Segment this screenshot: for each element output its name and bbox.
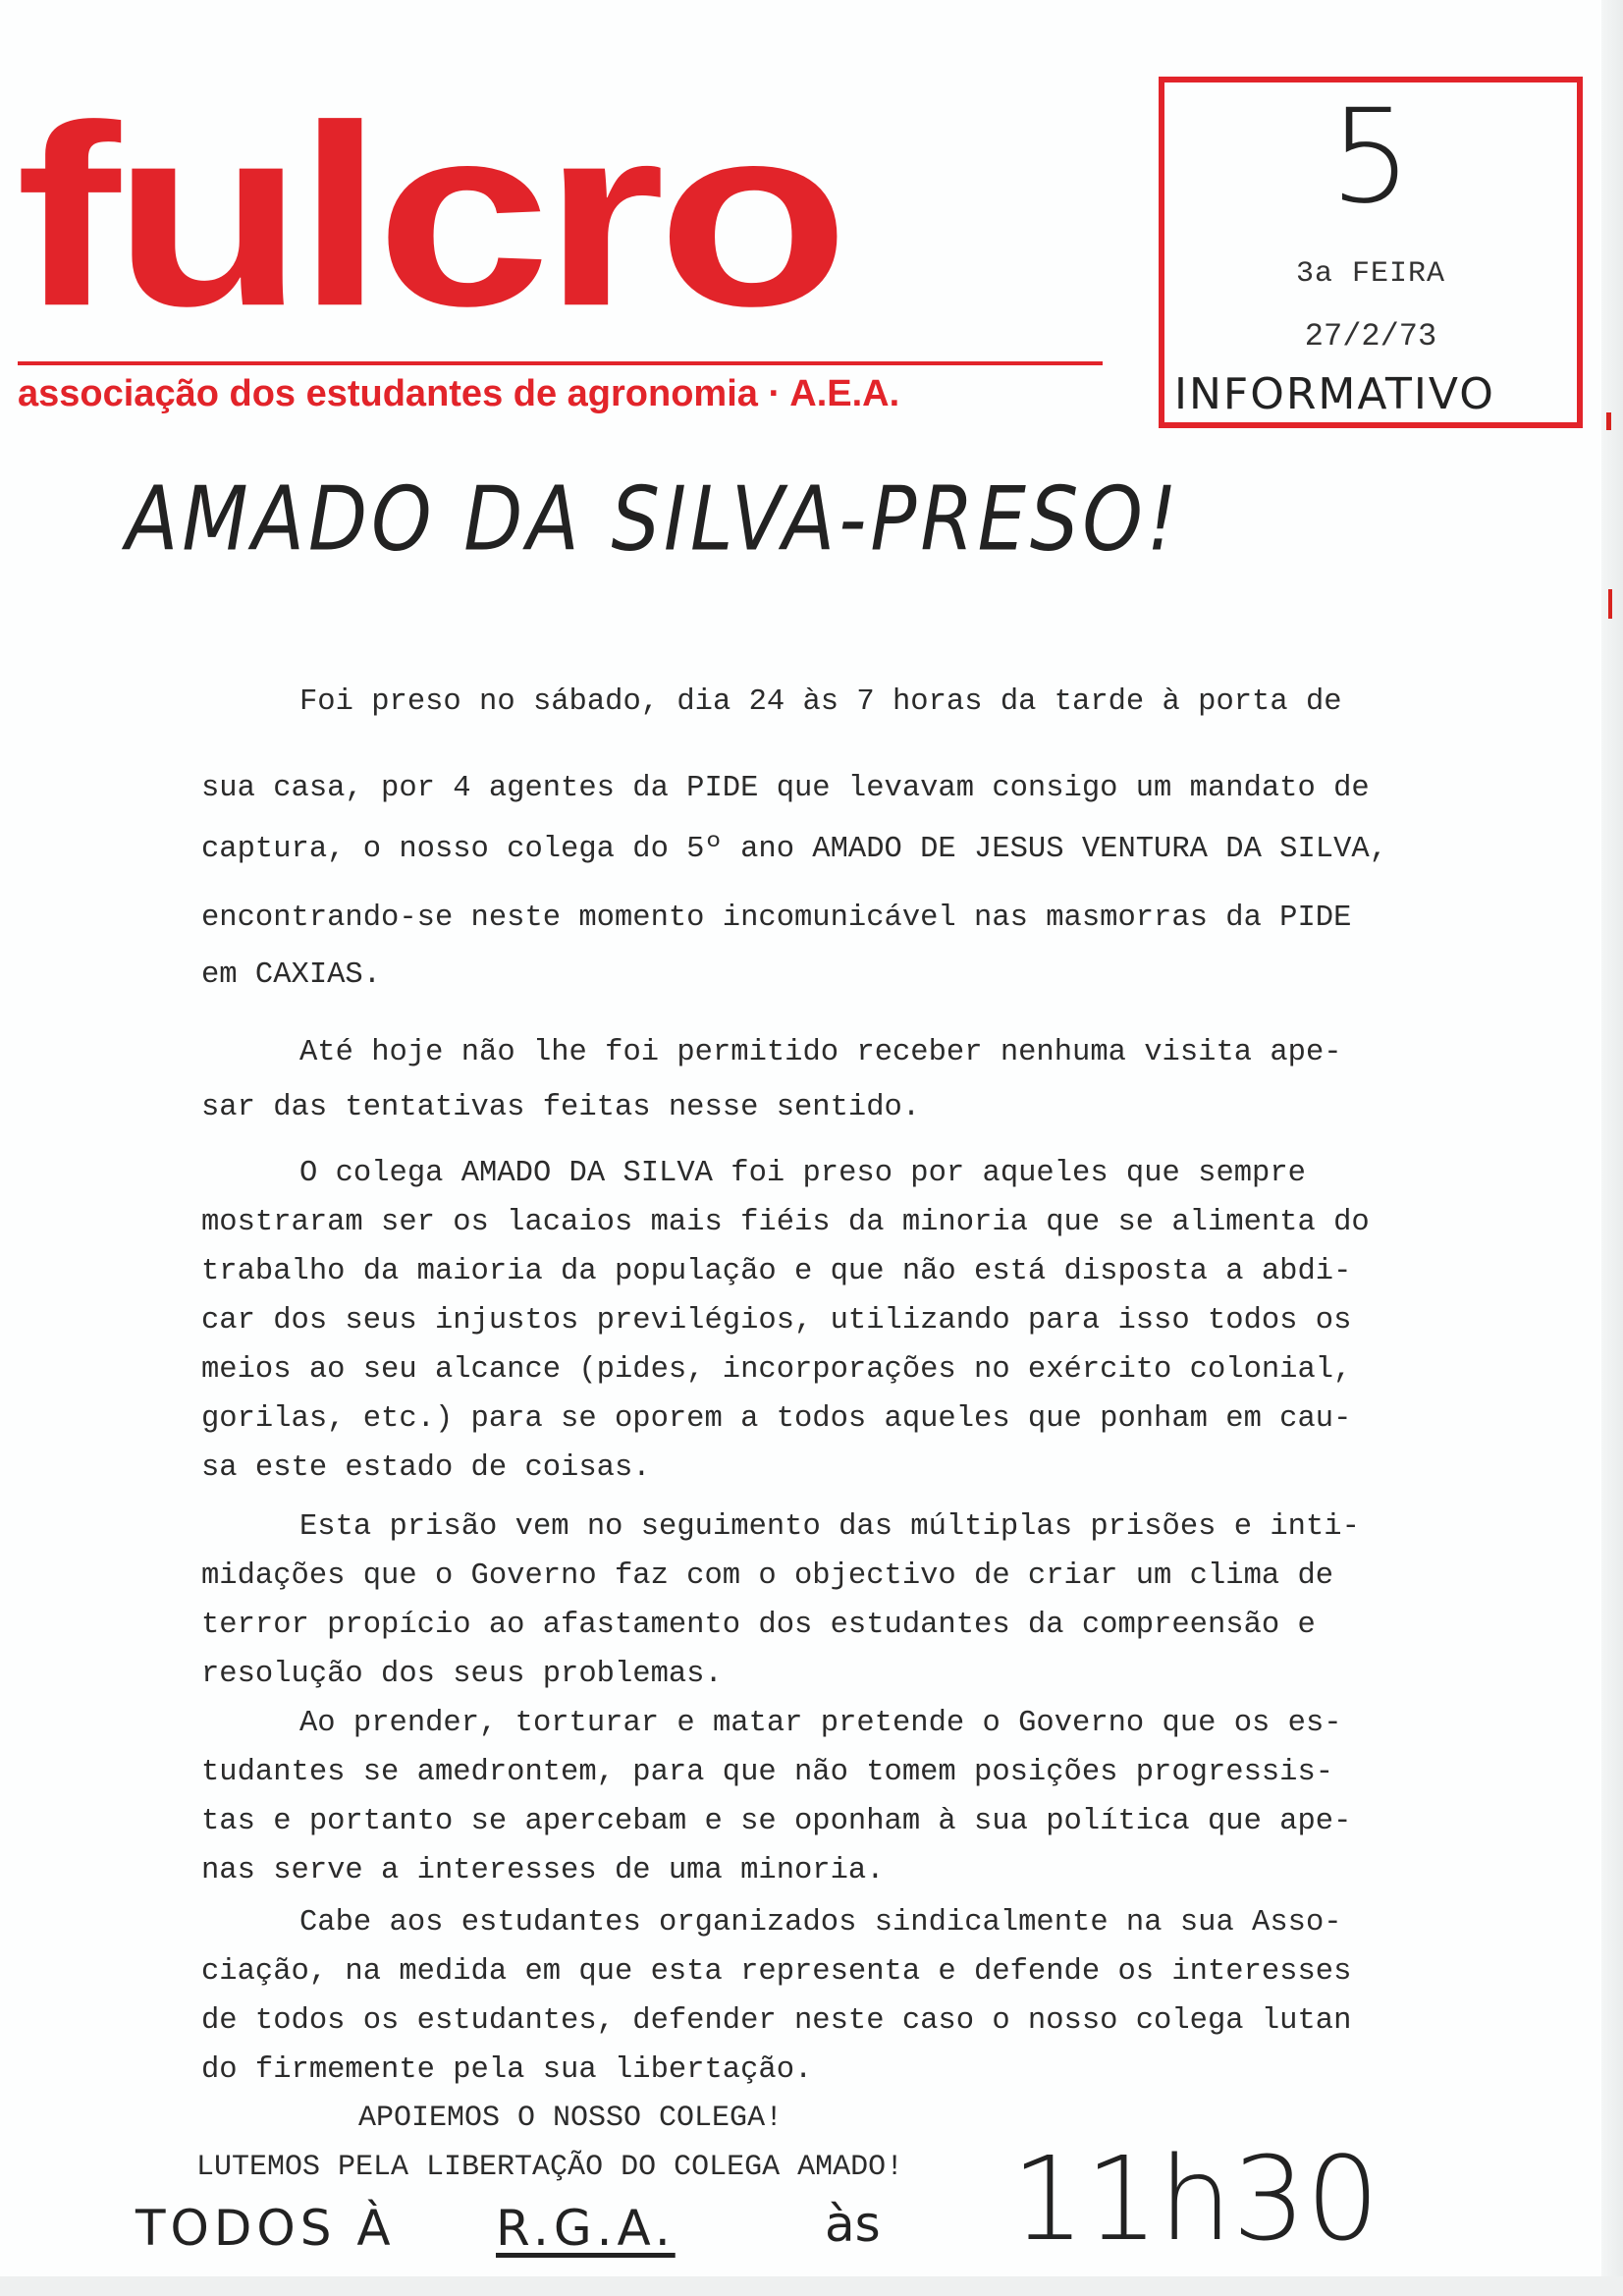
body-line: tudantes se amedrontem, para que não tomem posições progressis-: [201, 1756, 1334, 1789]
headline: AMADO DA SILVA-PRESO!: [126, 469, 1182, 572]
footer-as: às: [825, 2196, 881, 2253]
body-line: em CAXIAS.: [201, 958, 382, 992]
body-line: captura, o nosso colega do 5º ano AMADO DE JESUS VENTURA DA SILVA,: [201, 833, 1387, 866]
body-line: mostraram ser os lacaios mais fiéis da minoria que se alimenta do: [201, 1206, 1370, 1239]
body-line: midações que o Governo faz com o objectivo de criar um clima de: [201, 1559, 1334, 1593]
body-line: nas serve a interesses de uma minoria.: [201, 1854, 885, 1887]
issue-date: 27/2/73: [1304, 318, 1437, 355]
body-line: sa este estado de coisas.: [201, 1451, 651, 1485]
footer-call-to-action: TODOS À: [135, 2200, 396, 2257]
body-line: meios ao seu alcance (pides, incorporações no exército colonial,: [201, 1353, 1352, 1387]
issue-number: 5: [1329, 82, 1412, 233]
body-line: encontrando-se neste momento incomunicável nas masmorras da PIDE: [201, 902, 1352, 935]
body-line: Foi preso no sábado, dia 24 às 7 horas da tarde à porta de: [299, 685, 1342, 719]
issue-type: INFORMATIVO: [1174, 369, 1495, 419]
body-line: terror propício ao afastamento dos estudantes da compreensão e: [201, 1609, 1316, 1642]
body-line: Cabe aos estudantes organizados sindicalmente na sua Asso-: [299, 1906, 1342, 1940]
ink-speck: [1606, 412, 1611, 430]
masthead-subtitle: associação dos estudantes de agronomia · A.E.A.: [18, 373, 900, 414]
body-line: trabalho da maioria da população e que não está disposta a abdi-: [201, 1255, 1352, 1288]
body-line: do firmemente pela sua libertação.: [201, 2053, 813, 2087]
closing-slogan-2: LUTEMOS PELA LIBERTAÇÃO DO COLEGA AMADO!: [196, 2151, 904, 2184]
body-line: sar das tentativas feitas nesse sentido.: [201, 1091, 921, 1124]
ink-speck: [1608, 589, 1612, 619]
body-line: car dos seus injustos previlégios, utilizando para isso todos os: [201, 1304, 1352, 1338]
footer-rga: R.G.A.: [496, 2200, 676, 2257]
body-line: gorilas, etc.) para se oporem a todos aqueles que ponham em cau-: [201, 1402, 1352, 1436]
page-edge-shadow: [1601, 0, 1623, 2296]
body-line: sua casa, por 4 agentes da PIDE que levavam consigo um mandato de: [201, 772, 1370, 805]
closing-slogan-1: APOIEMOS O NOSSO COLEGA!: [358, 2102, 784, 2135]
footer-time: 11h30: [1011, 2131, 1380, 2267]
body-line: Esta prisão vem no seguimento das múltiplas prisões e inti-: [299, 1510, 1360, 1544]
body-line: ciação, na medida em que esta representa e defende os interesses: [201, 1955, 1352, 1989]
body-line: Ao prender, torturar e matar pretende o Governo que os es-: [299, 1707, 1342, 1740]
body-line: de todos os estudantes, defender neste caso o nosso colega lutan: [201, 2004, 1352, 2038]
issue-weekday: 3a FEIRA: [1295, 257, 1446, 291]
body-line: resolução dos seus problemas.: [201, 1658, 723, 1691]
body-line: O colega AMADO DA SILVA foi preso por aqueles que sempre: [299, 1157, 1306, 1190]
page-edge-shadow-bottom: [0, 2276, 1623, 2296]
issue-box: [1159, 77, 1583, 428]
body-line: Até hoje não lhe foi permitido receber nenhuma visita ape-: [299, 1036, 1342, 1069]
masthead-rule: [18, 361, 1103, 365]
body-line: tas e portanto se apercebam e se oponham à sua política que ape-: [201, 1805, 1352, 1838]
masthead-logo: fulcro: [16, 71, 841, 359]
